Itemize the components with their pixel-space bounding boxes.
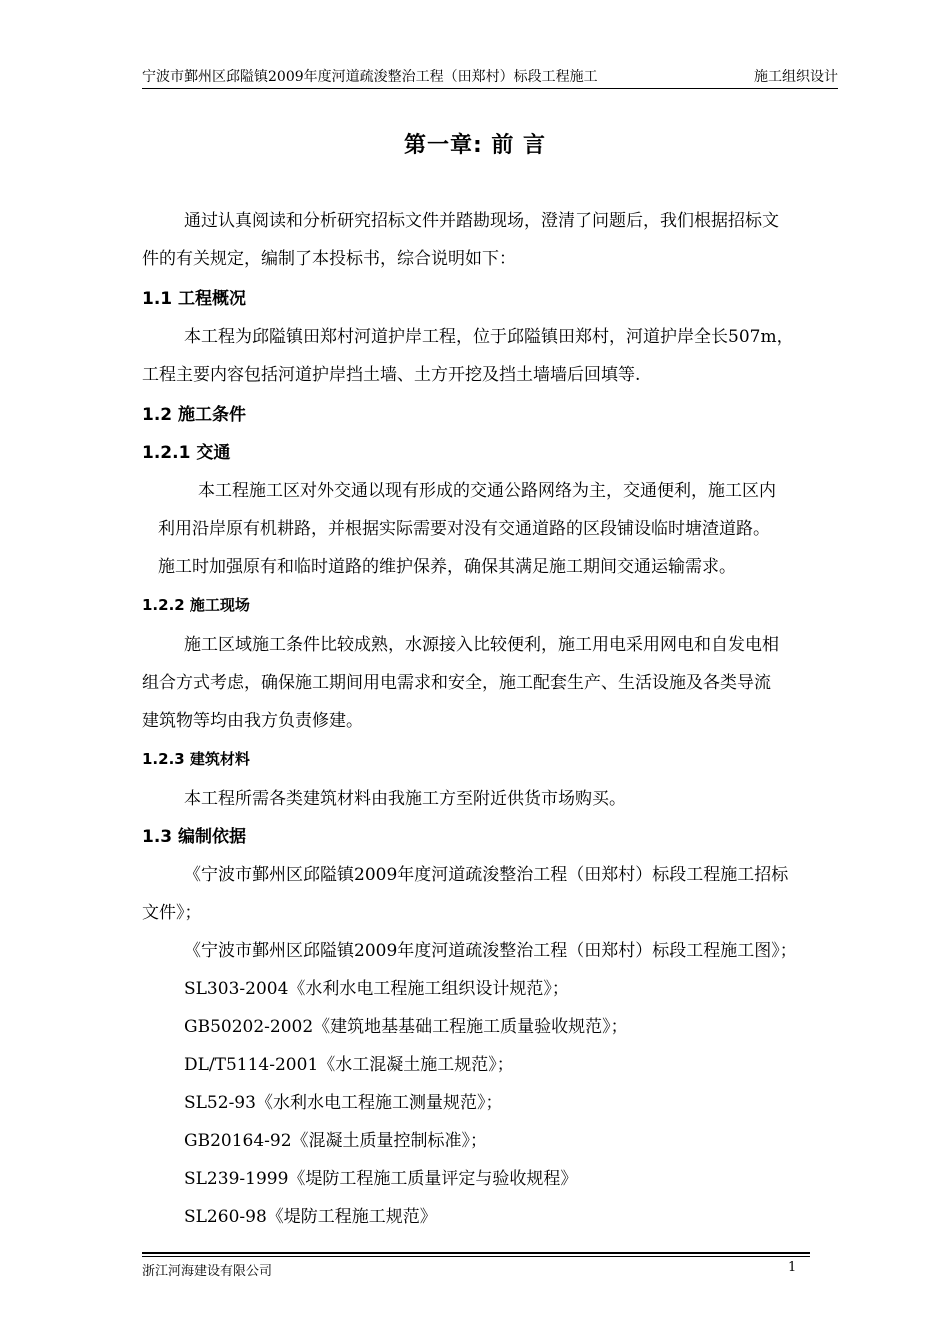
chapter-title: 第一章: 前 言 xyxy=(403,133,547,158)
ref-line-2: 文件》； xyxy=(142,903,202,923)
page-header xyxy=(142,64,838,89)
s1-2-2-line-1: 施工区域施工条件比较成熟，水源接入比较便利，施工用电采用网电和自发电相 xyxy=(184,635,779,655)
page-number: 1 xyxy=(788,1260,797,1275)
ref-line-1: 《宁波市鄞州区邱隘镇2009年度河道疏浚整治工程（田郑村）标段工程施工招标 xyxy=(184,865,789,885)
heading-1-2-3: 1.2.3 建筑材料 xyxy=(142,750,250,768)
s1-2-2-line-2: 组合方式考虑，确保施工期间用电需求和安全，施工配套生产、生活设施及各类导流 xyxy=(142,673,771,693)
intro-line-1: 通过认真阅读和分析研究招标文件并踏勘现场，澄清了问题后，我们根据招标文 xyxy=(184,211,779,231)
ref-line-6: DL/T5114-2001《水工混凝土施工规范》； xyxy=(184,1055,514,1075)
s1-2-2-line-3: 建筑物等均由我方负责修建。 xyxy=(142,711,363,731)
ref-line-4: SL303-2004《水利水电工程施工组织设计规范》； xyxy=(184,979,569,999)
s1-1-line-2: 工程主要内容包括河道护岸挡土墙、土方开挖及挡土墙墙后回填等. xyxy=(142,365,641,385)
header-project-title: 宁波市鄞州区邱隘镇2009年度河道疏浚整治工程（田郑村）标段工程施工 xyxy=(142,69,598,85)
heading-1-3: 1.3 编制依据 xyxy=(142,827,247,847)
s1-2-1-line-1: 本工程施工区对外交通以现有形成的交通公路网络为主，交通便利，施工区内 xyxy=(198,481,776,501)
header-doc-type: 施工组织设计 xyxy=(754,69,838,85)
s1-2-1-line-3: 施工时加强原有和临时道路的维护保养，确保其满足施工期间交通运输需求。 xyxy=(158,557,736,577)
heading-1-2-1: 1.2.1 交通 xyxy=(142,443,231,463)
s1-2-1-line-2: 利用沿岸原有机耕路，并根据实际需要对没有交通道路的区段铺设临时塘渣道路。 xyxy=(158,519,770,539)
ref-line-7: SL52-93《水利水电工程施工测量规范》； xyxy=(184,1093,503,1113)
ref-line-10: SL260-98《堤防工程施工规范》 xyxy=(184,1207,437,1227)
ref-line-3: 《宁波市鄞州区邱隘镇2009年度河道疏浚整治工程（田郑村）标段工程施工图》； xyxy=(184,941,797,961)
footer-rule-thin xyxy=(142,1256,810,1257)
s1-1-line-1: 本工程为邱隘镇田郑村河道护岸工程，位于邱隘镇田郑村，河道护岸全长507m， xyxy=(184,327,794,347)
s1-2-3-line-1: 本工程所需各类建筑材料由我施工方至附近供货市场购买。 xyxy=(184,789,626,809)
ref-line-5: GB50202-2002《建筑地基基础工程施工质量验收规范》； xyxy=(184,1017,628,1037)
heading-1-1: 1.1 工程概况 xyxy=(142,289,247,309)
heading-1-2-2: 1.2.2 施工现场 xyxy=(142,596,250,614)
heading-1-2: 1.2 施工条件 xyxy=(142,405,247,425)
ref-line-9: SL239-1999《堤防工程施工质量评定与验收规程》 xyxy=(184,1169,578,1189)
intro-line-2: 件的有关规定，编制了本投标书，综合说明如下： xyxy=(142,249,516,269)
footer-company: 浙江河海建设有限公司 xyxy=(142,1264,273,1279)
footer-rule-thick xyxy=(142,1252,810,1254)
ref-line-8: GB20164-92《混凝土质量控制标准》； xyxy=(184,1131,488,1151)
